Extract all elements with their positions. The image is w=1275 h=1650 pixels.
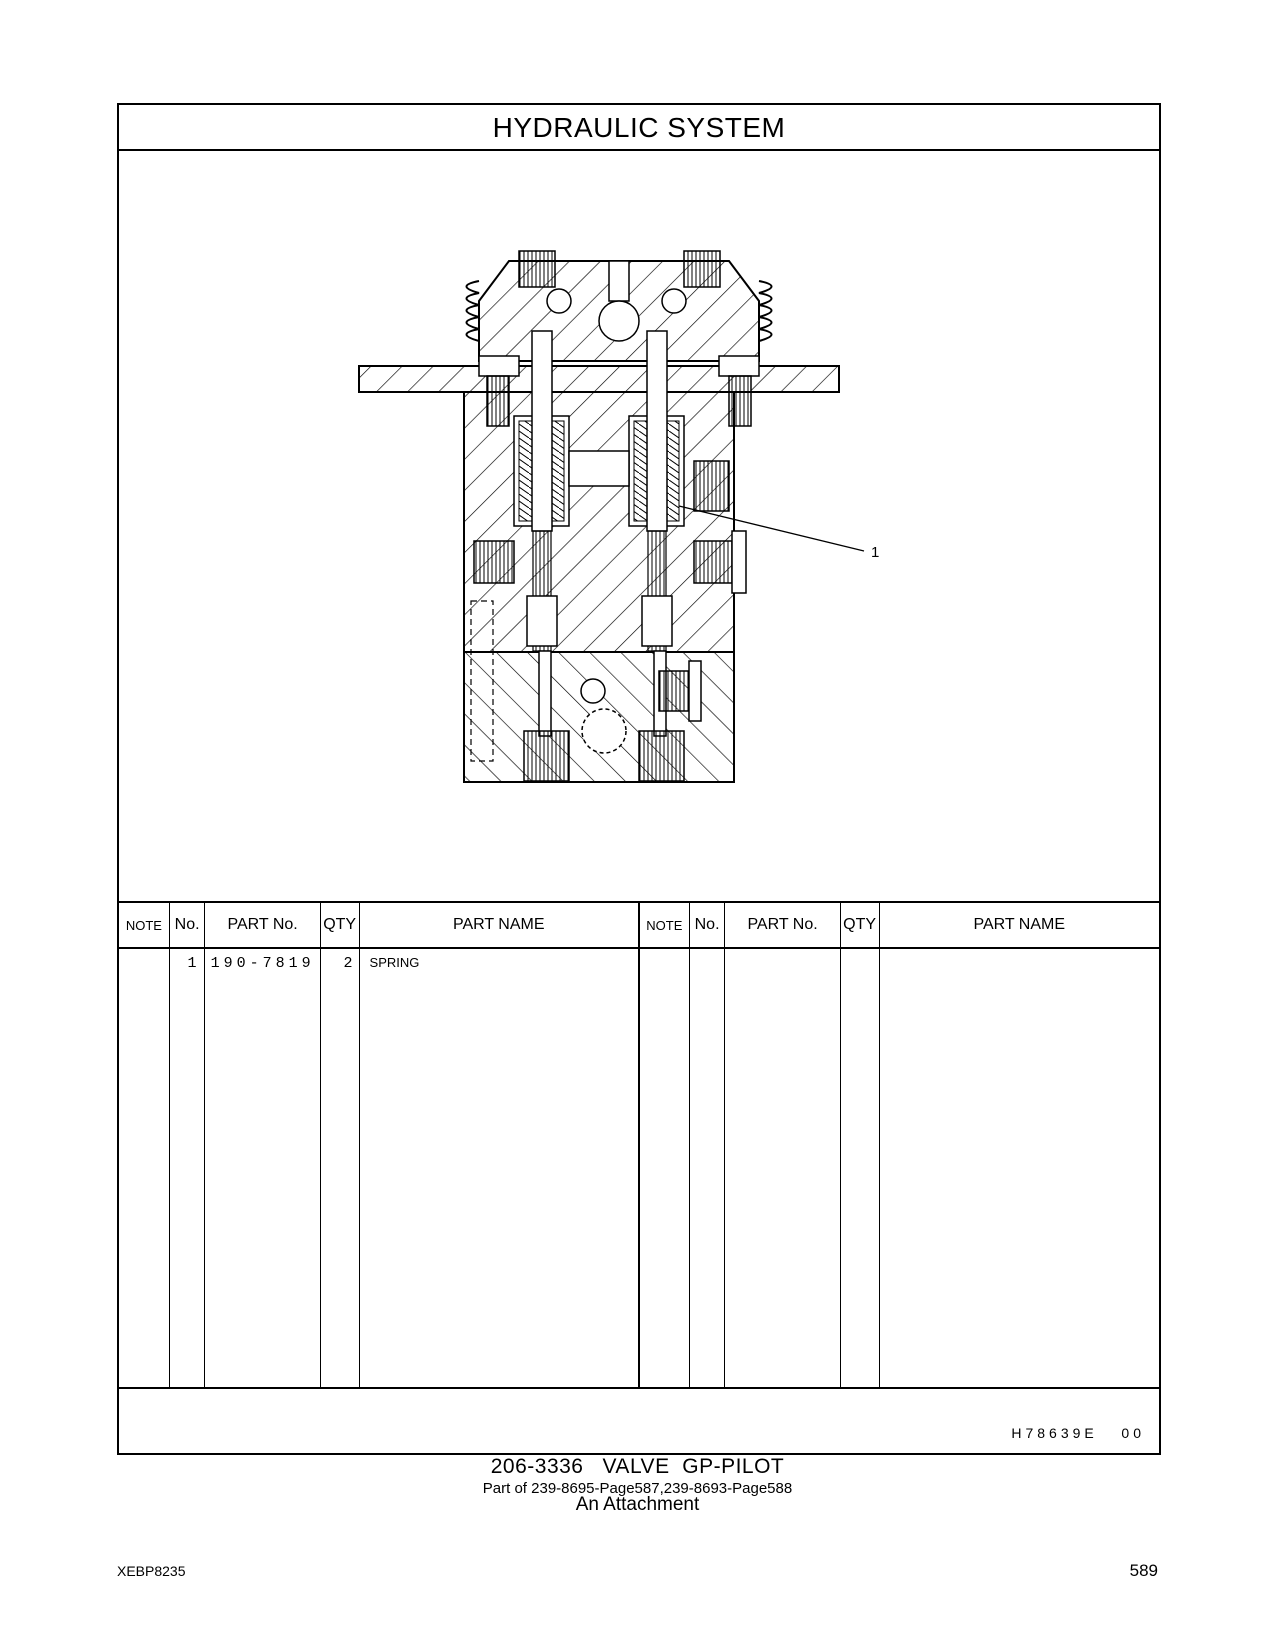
- callout-1: 1: [871, 544, 880, 561]
- header-part-no-left: PART No.: [205, 902, 320, 948]
- table-row: [119, 948, 1159, 1388]
- group-title: 206-3336 VALVE GP-PILOT: [490, 1455, 785, 1478]
- header-part-no-right: PART No.: [725, 902, 840, 948]
- document-id: XEBP8235: [117, 1563, 186, 1579]
- empty-cell: [639, 948, 689, 1388]
- group-note: An Attachment: [575, 1494, 700, 1515]
- header-qty-left: QTY: [320, 902, 359, 948]
- header-note-left: NOTE: [119, 902, 169, 948]
- row-quantity: 2: [320, 948, 359, 1388]
- page-number: 589: [1129, 1561, 1158, 1580]
- header-qty-right: QTY: [840, 902, 879, 948]
- row-part-name: SPRING: [359, 948, 639, 1388]
- parts-page-frame: [117, 103, 1161, 1455]
- parts-list-table: [119, 901, 1159, 1389]
- illustration-code: H78639E 00: [1011, 1425, 1145, 1441]
- exploded-view-drawing: [119, 151, 1159, 901]
- header-no-right: No.: [689, 902, 725, 948]
- group-reference: Part of 239-8695-Page587,239-8693-Page588: [482, 1480, 793, 1497]
- header-part-name-left: PART NAME: [359, 902, 639, 948]
- valve-cross-section-illustration: [119, 151, 1159, 901]
- empty-cell: [725, 948, 840, 1388]
- row-note: [119, 948, 169, 1388]
- section-title: HYDRAULIC SYSTEM: [119, 105, 1159, 151]
- row-part-number: 190-7819: [205, 948, 320, 1388]
- header-part-name-right: PART NAME: [879, 902, 1159, 948]
- empty-cell: [879, 948, 1159, 1388]
- empty-cell: [689, 948, 725, 1388]
- row-item-number: 1: [169, 948, 205, 1388]
- empty-cell: [840, 948, 879, 1388]
- table-header-row: [119, 902, 1159, 948]
- header-no-left: No.: [169, 902, 205, 948]
- header-note-right: NOTE: [639, 902, 689, 948]
